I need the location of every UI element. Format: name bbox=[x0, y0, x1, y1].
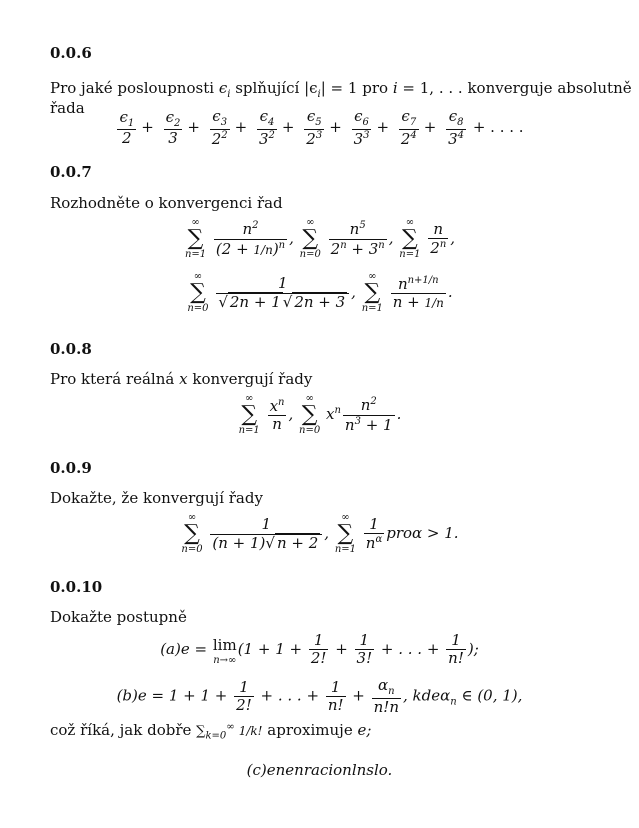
formula-a: (a)e = lim n→∞ (1 + 1 + $\frac{1}{2!}$ + $\frac{1}{3!}$ + . . . + $\frac{1}{n!}$ ); bbox=[160, 631, 479, 668]
math-condition: $|\epsilon_i| = 1$ bbox=[304, 79, 358, 100]
heading-0-0-8: 0.0.8 bbox=[50, 340, 92, 358]
text-0-0-10: Dokažte postupně bbox=[50, 608, 187, 626]
text-0-0-8: Pro která reálná x konvergují řady bbox=[50, 370, 313, 388]
series-0-0-9: ∞ ∑ n=0 $\frac{1}{(n + 1)√ n + 2}$ , ∞ ∑ n=1 $\frac{1}{n^\alpha}$ proα > 1. bbox=[181, 512, 459, 555]
text-fragment: Pro jaké posloupnosti bbox=[50, 79, 215, 97]
series-0-0-7-row1: ∞ ∑ n=1 $\frac{n^2}{(2 + 1/n)^n}$ , ∞ ∑ n=0 $\frac{n^5}{2^n + 3^n}$ , ∞ ∑ n=1 $\frac{n}{2^n}$ , bbox=[184, 217, 456, 260]
text-0-0-9: Dokažte, že konvergují řady bbox=[50, 489, 263, 507]
heading-0-0-10: 0.0.10 bbox=[50, 578, 103, 596]
heading-0-0-7: 0.0.7 bbox=[50, 163, 92, 181]
text-fragment: pro bbox=[362, 79, 389, 97]
remark-0-0-10: což říká, jak dobře $\sum_{k=0}^\infty$ 1/k! aproximuje e; bbox=[50, 721, 372, 742]
text-0-0-6-line2: řada bbox=[50, 99, 85, 117]
formula-b: (b)e = 1 + 1 + $\frac{1}{2!}$ + . . . + $\frac{1}{n!}$ + $\frac{\alpha_n}{n!n}$ , kdeα$_n$ ∈ (0, 1), bbox=[116, 676, 523, 716]
heading-0-0-6: 0.0.6 bbox=[50, 44, 92, 62]
series-0-0-6: $\frac{\epsilon_1}{2}$ + $\frac{\epsilon_2}{3}$ + $\frac{\epsilon_3}{2^2}$ + $\frac{\epsilon_4}{3^2}$ + $\frac{\epsilon_5}{2^3}$ + $\frac{\epsilon_6}{3^3}$ + $\frac{\epsilon_7}{2^4}$ + $\frac{\epsilon_8}{3^4}$ + . . . . bbox=[119, 107, 524, 148]
text-0-0-6-line1 bbox=[50, 79, 632, 100]
heading-0-0-9: 0.0.9 bbox=[50, 459, 92, 477]
math-range: = 1, . . . bbox=[402, 79, 463, 97]
formula-c: (c)enenracionlnslo. bbox=[246, 761, 393, 779]
math-i: i bbox=[392, 79, 398, 97]
text-0-0-7: Rozhodněte o konvergenci řad bbox=[50, 194, 283, 212]
series-0-0-8: ∞ ∑ n=1 $\frac{x^n}{n}$ , ∞ ∑ n=0 $x^n$ $\frac{n^2}{n^3 + 1}$ . bbox=[238, 393, 402, 436]
text-fragment: konverguje absolutně bbox=[467, 79, 632, 97]
text-fragment: splňující bbox=[235, 79, 300, 97]
math-eps-i: $\epsilon_i$ bbox=[218, 79, 231, 100]
series-0-0-7-row2: ∞ ∑ n=0 $\frac{1}{√ 2n + 1 √ 2n + 3}$ , ∞ ∑ n=1 $\frac{n^{n+1/n}}{n + 1/n}$ . bbox=[187, 271, 453, 314]
